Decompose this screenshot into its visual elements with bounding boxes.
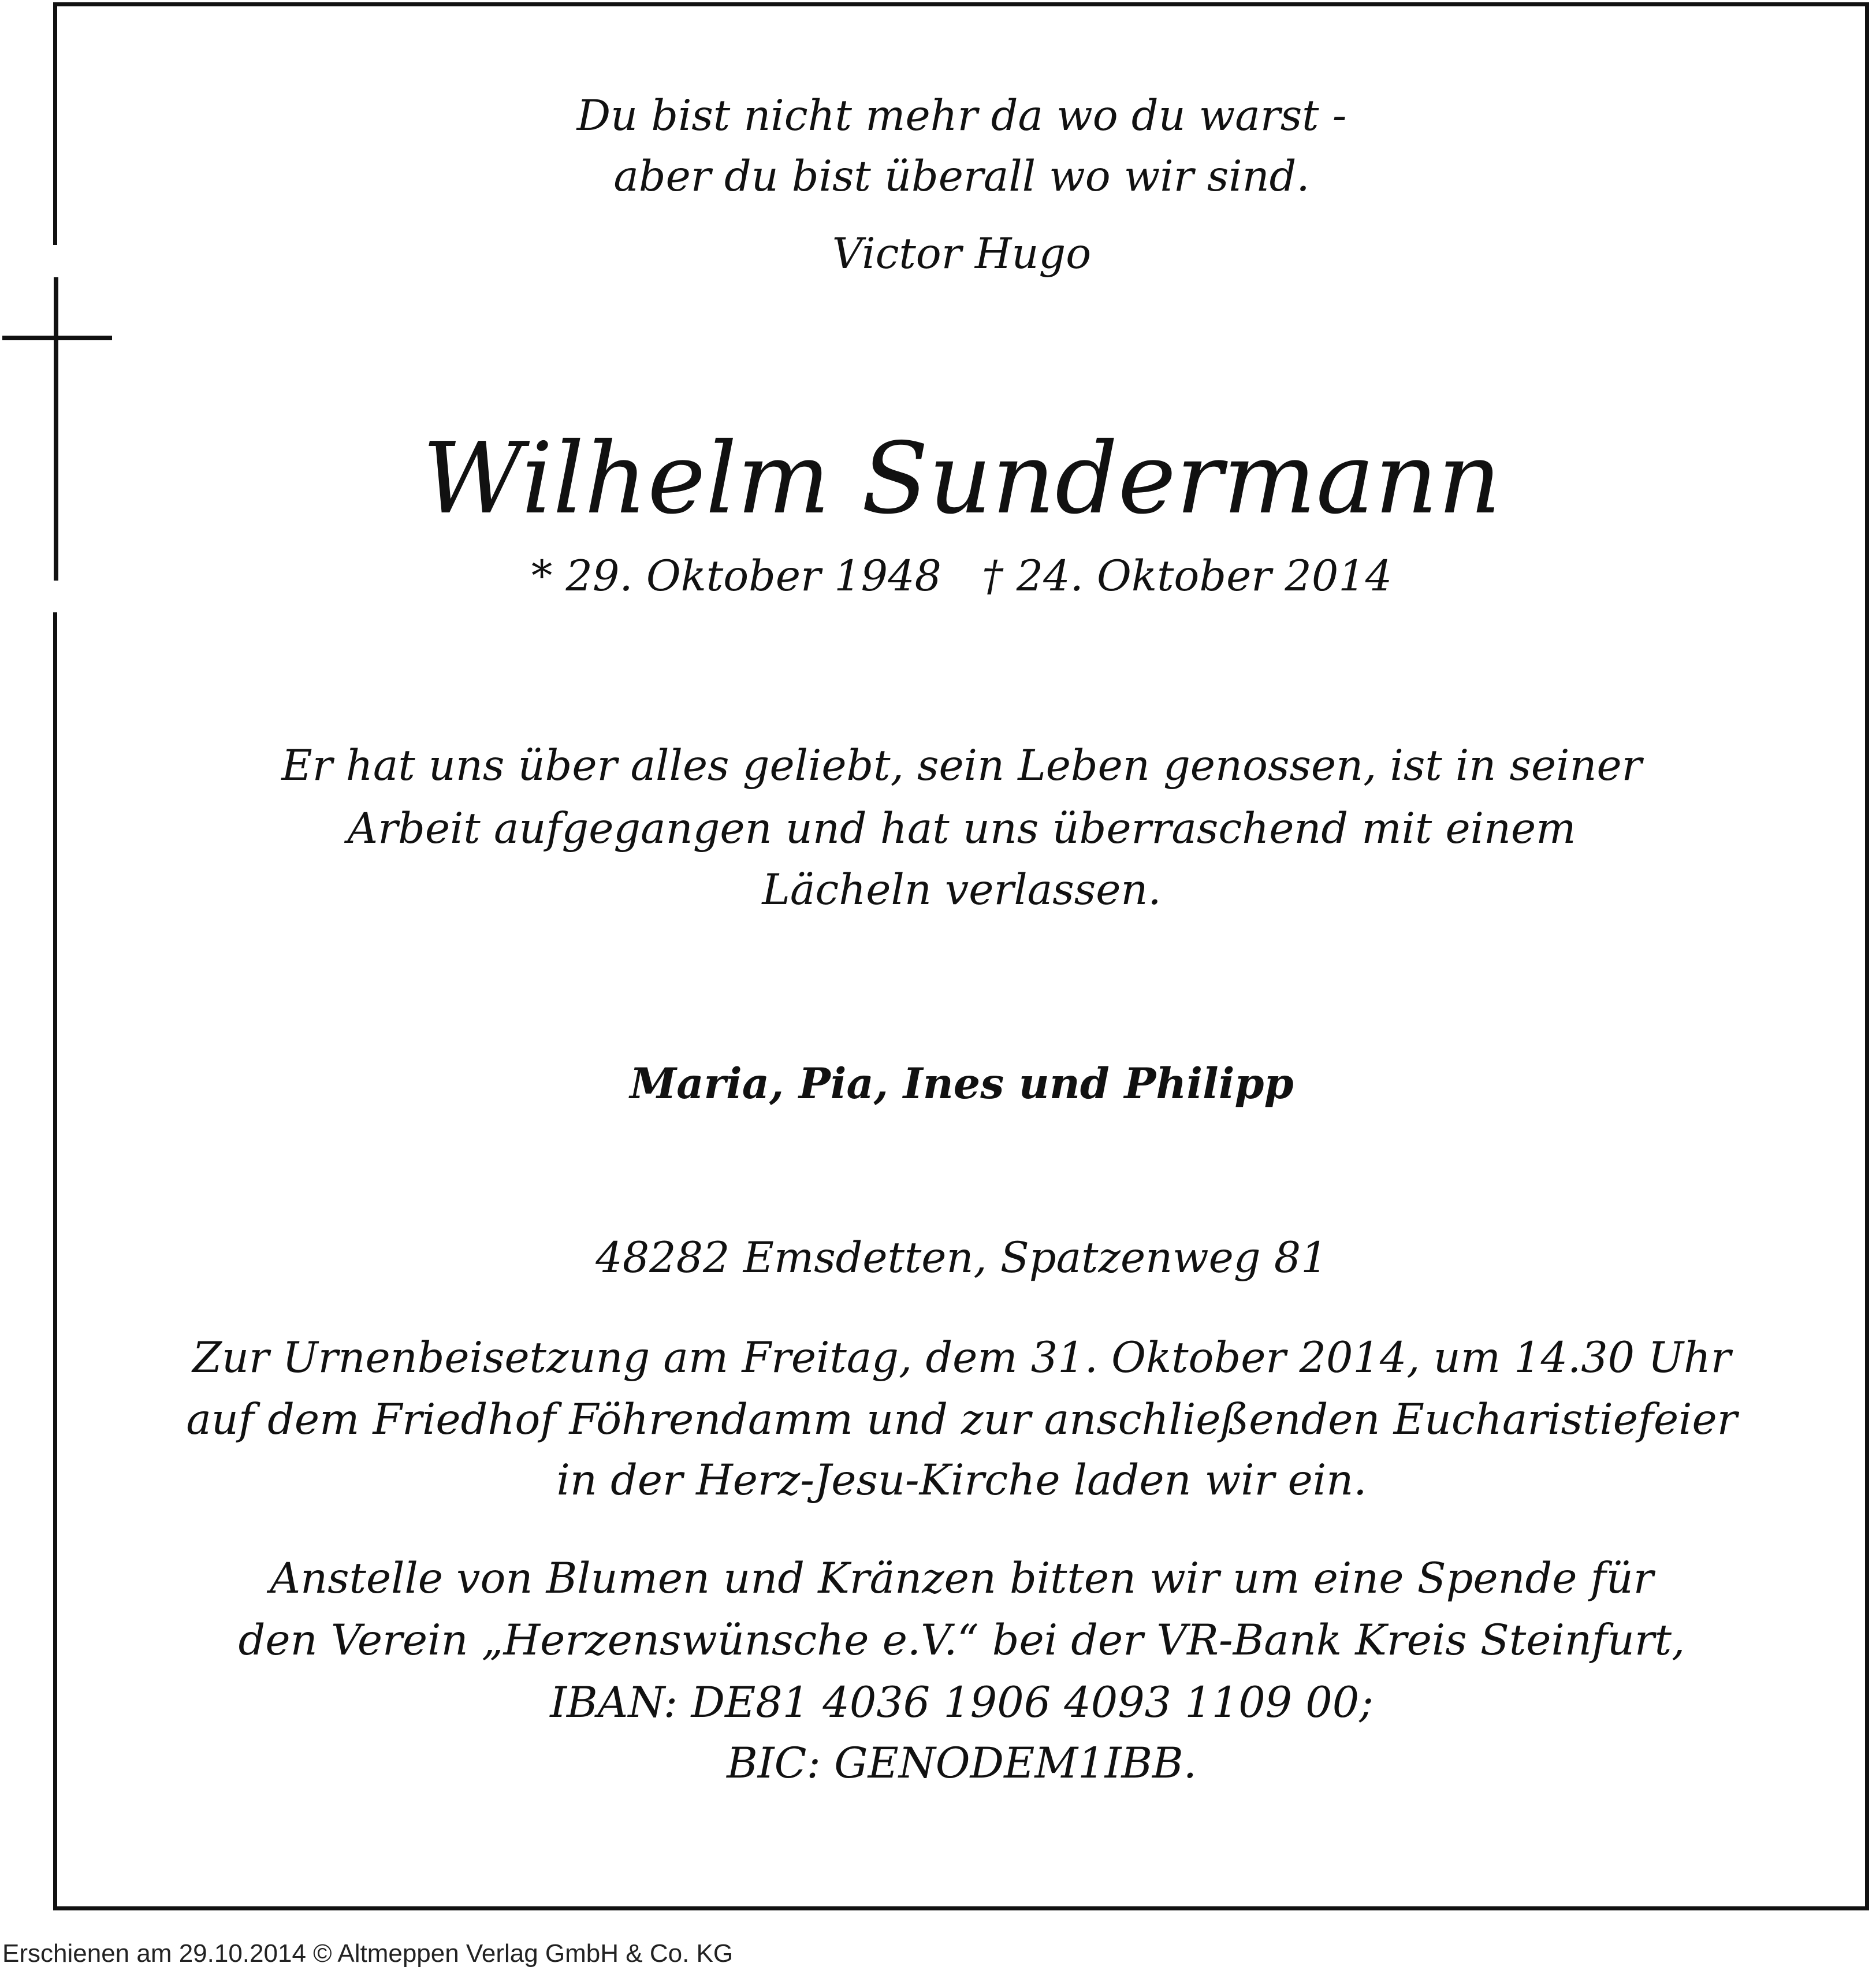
deceased-name: Wilhelm Sundermann [422,422,1501,536]
tribute-line-3: Lächeln verlassen. [762,865,1162,914]
life-dates [116,552,1808,601]
funeral-line-2: auf dem Friedhof Föhrendamm und zur anschließenden Eucharistiefeier [186,1395,1737,1444]
donation-line-2: den Verein „Herzenswünsche e.V.“ bei der VR-Bank Kreis Steinfurt, [238,1616,1685,1665]
cross-vertical-beam [54,277,58,581]
frame-left-border-upper [53,2,57,245]
funeral-line-1: Zur Urnenbeisetzung am Freitag, dem 31. Oktober 2014, um 14.30 Uhr [192,1333,1731,1382]
cross-horizontal-beam [2,336,112,340]
family-address: 48282 Emsdetten, Spatzenweg 81 [595,1233,1328,1282]
frame-bottom-border [53,1906,1869,1910]
quote-author: Victor Hugo [832,229,1092,278]
tribute-line-2: Arbeit aufgegangen und hat uns überraschend mit einem [347,804,1576,853]
donation-iban: IBAN: DE81 4036 1906 4093 1109 00; [550,1678,1374,1727]
frame-left-border-lower [53,612,57,1910]
tribute-line-1: Er hat uns über alles geliebt, sein Leben genossen, ist in seiner [281,741,1642,790]
death-date: † 24. Oktober 2014 [982,552,1393,601]
frame-right-border [1865,2,1869,1910]
funeral-line-3: in der Herz-Jesu-Kirche laden wir ein. [556,1456,1367,1505]
quote-line-1: Du bist nicht mehr da wo du warst - [576,91,1347,140]
publication-footer: Erschienen am 29.10.2014 © Altmeppen Verlag GmbH & Co. KG [2,1939,734,1968]
donation-bic: BIC: GENODEM1IBB. [727,1739,1197,1788]
frame-top-border [53,2,1869,6]
birth-date: * 29. Oktober 1948 [531,552,941,601]
donation-line-1: Anstelle von Blumen und Kränzen bitten wir um eine Spende für [270,1554,1654,1603]
family-names: Maria, Pia, Ines und Philipp [630,1059,1294,1109]
quote-line-2: aber du bist überall wo wir sind. [613,152,1310,201]
